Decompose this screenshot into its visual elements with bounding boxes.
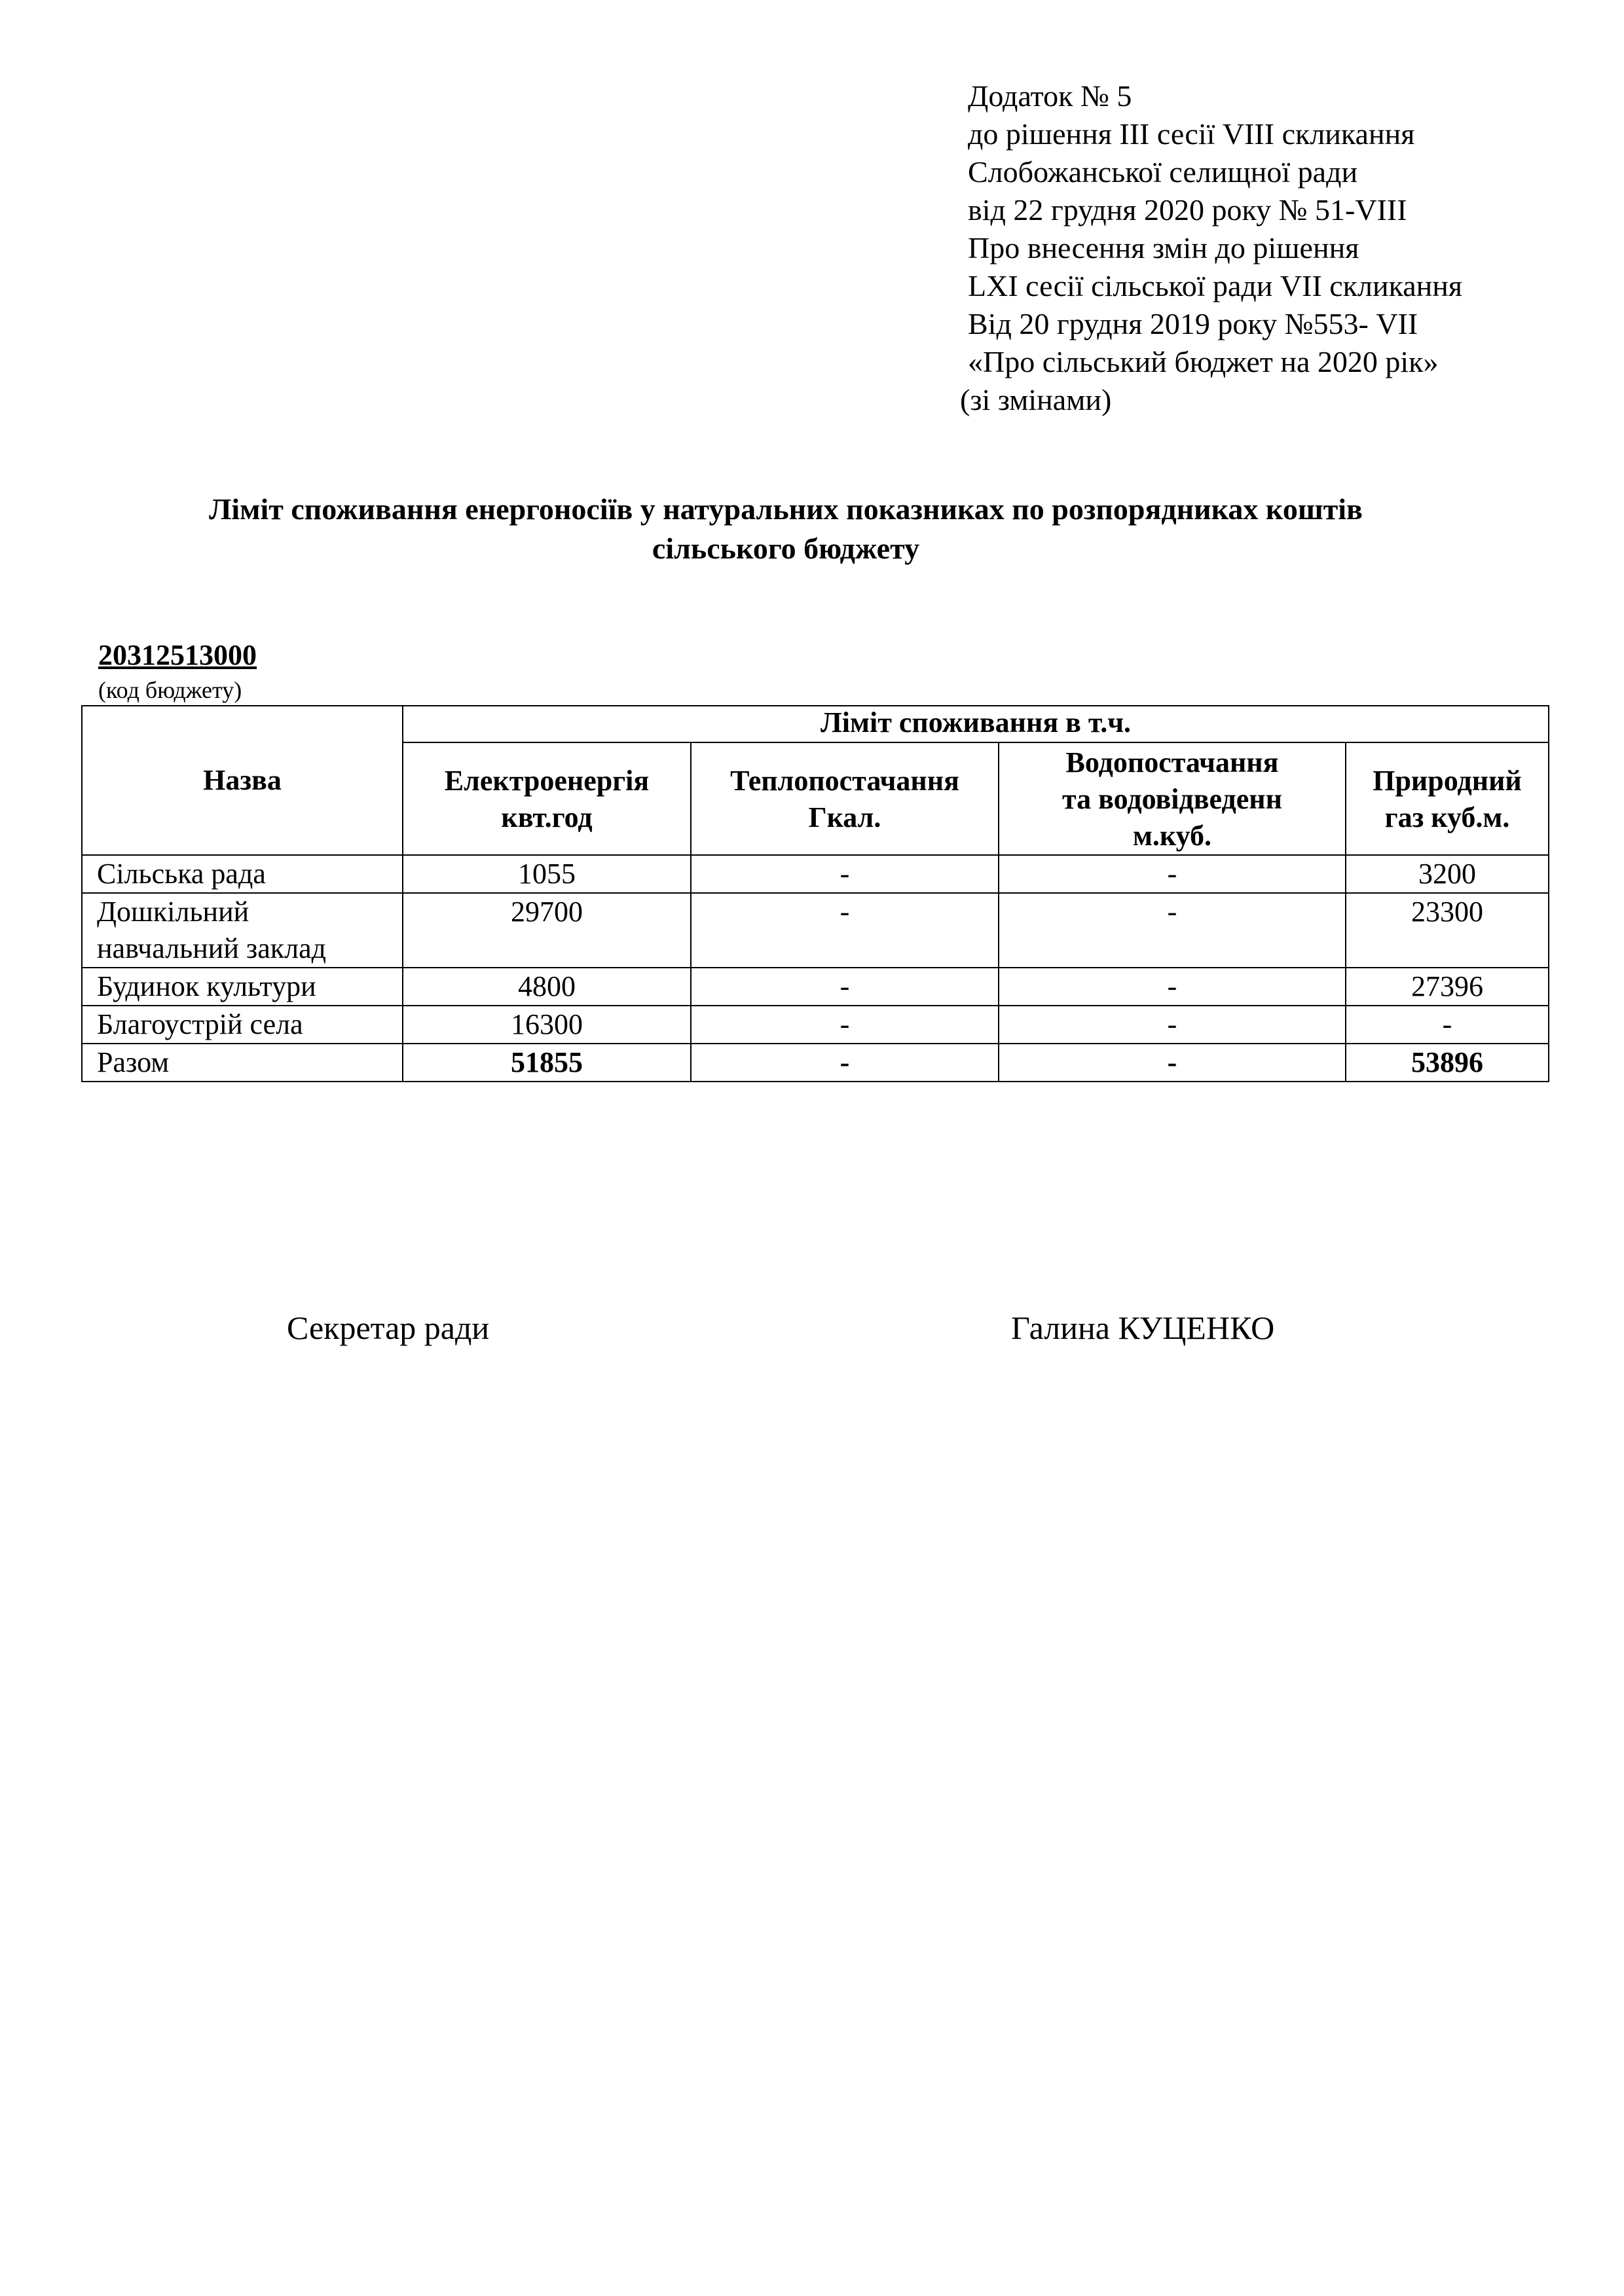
addendum-line: Слобожанської селищної ради [968, 155, 1358, 189]
gas-value: 3200 [1346, 855, 1549, 893]
table-row [82, 893, 1549, 968]
electricity-header-unit: квт.год [501, 801, 593, 833]
budget-code-caption: (код бюджету) [98, 677, 242, 703]
water-value: - [999, 893, 1346, 968]
water-value: - [999, 855, 1346, 893]
addendum-line: від 22 грудня 2020 року № 51-VIII [968, 193, 1407, 227]
document-title [105, 490, 1467, 568]
addendum-block [960, 77, 1463, 419]
table-row [82, 968, 1549, 1006]
document-title-line-2: сільського бюджету [652, 532, 920, 565]
water-header-unit: м.куб. [1132, 820, 1212, 852]
heat-column-header [691, 742, 999, 855]
heat-header-line: Теплопостачання [730, 765, 959, 797]
electricity-column-header [403, 742, 691, 855]
addendum-line: до рішення ІІІ сесії VIII скликання [968, 117, 1415, 151]
table-row [82, 855, 1549, 893]
table-row [82, 1006, 1549, 1044]
total-row [82, 1044, 1549, 1082]
addendum-line: Про внесення змін до рішення [968, 231, 1359, 264]
heat-value: - [691, 1006, 999, 1044]
total-water: - [999, 1044, 1346, 1082]
heat-value: - [691, 855, 999, 893]
total-gas: 53896 [1346, 1044, 1549, 1082]
row-name: Сільська рада [82, 855, 403, 893]
gas-header-unit: газ куб.м. [1384, 801, 1510, 833]
water-value: - [999, 1006, 1346, 1044]
table-header-row [82, 706, 1549, 742]
gas-header-line: Природний [1373, 765, 1522, 797]
energy-limits-table [81, 705, 1549, 1082]
name-column-header: Назва [82, 706, 403, 855]
gas-value: 23300 [1346, 893, 1549, 968]
signatory-role: Секретар ради [287, 1309, 490, 1346]
total-label: Разом [82, 1044, 403, 1082]
heat-value: - [691, 968, 999, 1006]
gas-value: 27396 [1346, 968, 1549, 1006]
total-electricity: 51855 [403, 1044, 691, 1082]
row-name: Дошкільний навчальний заклад [82, 893, 403, 968]
total-heat: - [691, 1044, 999, 1082]
water-value: - [999, 968, 1346, 1006]
row-name: Благоустрій села [82, 1006, 403, 1044]
addendum-line: Від 20 грудня 2019 року №553- VII [968, 307, 1418, 340]
electricity-value: 4800 [403, 968, 691, 1006]
electricity-header-line: Електроенергія [444, 765, 650, 797]
signatory-name: Галина КУЦЕНКО [1011, 1309, 1275, 1346]
electricity-value: 1055 [403, 855, 691, 893]
electricity-value: 16300 [403, 1006, 691, 1044]
gas-value: - [1346, 1006, 1549, 1044]
water-header-line: та водовідведенн [1062, 783, 1282, 815]
heat-value: - [691, 893, 999, 968]
document-title-line-1: Ліміт споживання енергоносіїв у натуральних показниках по розпорядниках коштів [209, 492, 1363, 526]
budget-code: 20312513000 [98, 639, 257, 671]
heat-header-unit: Гкал. [808, 801, 881, 833]
water-header-line: Водопостачання [1065, 746, 1279, 778]
row-name: Будинок культури [82, 968, 403, 1006]
addendum-line: Додаток № 5 [968, 79, 1132, 113]
addendum-line: «Про сільський бюджет на 2020 рік» [968, 345, 1439, 378]
addendum-line: (зі змінами) [960, 383, 1112, 416]
limit-group-header: Ліміт споживання в т.ч. [403, 706, 1549, 742]
addendum-line: LXІ сесії сільської ради VІІ скликання [968, 269, 1463, 302]
electricity-value: 29700 [403, 893, 691, 968]
water-column-header [999, 742, 1346, 855]
gas-column-header [1346, 742, 1549, 855]
